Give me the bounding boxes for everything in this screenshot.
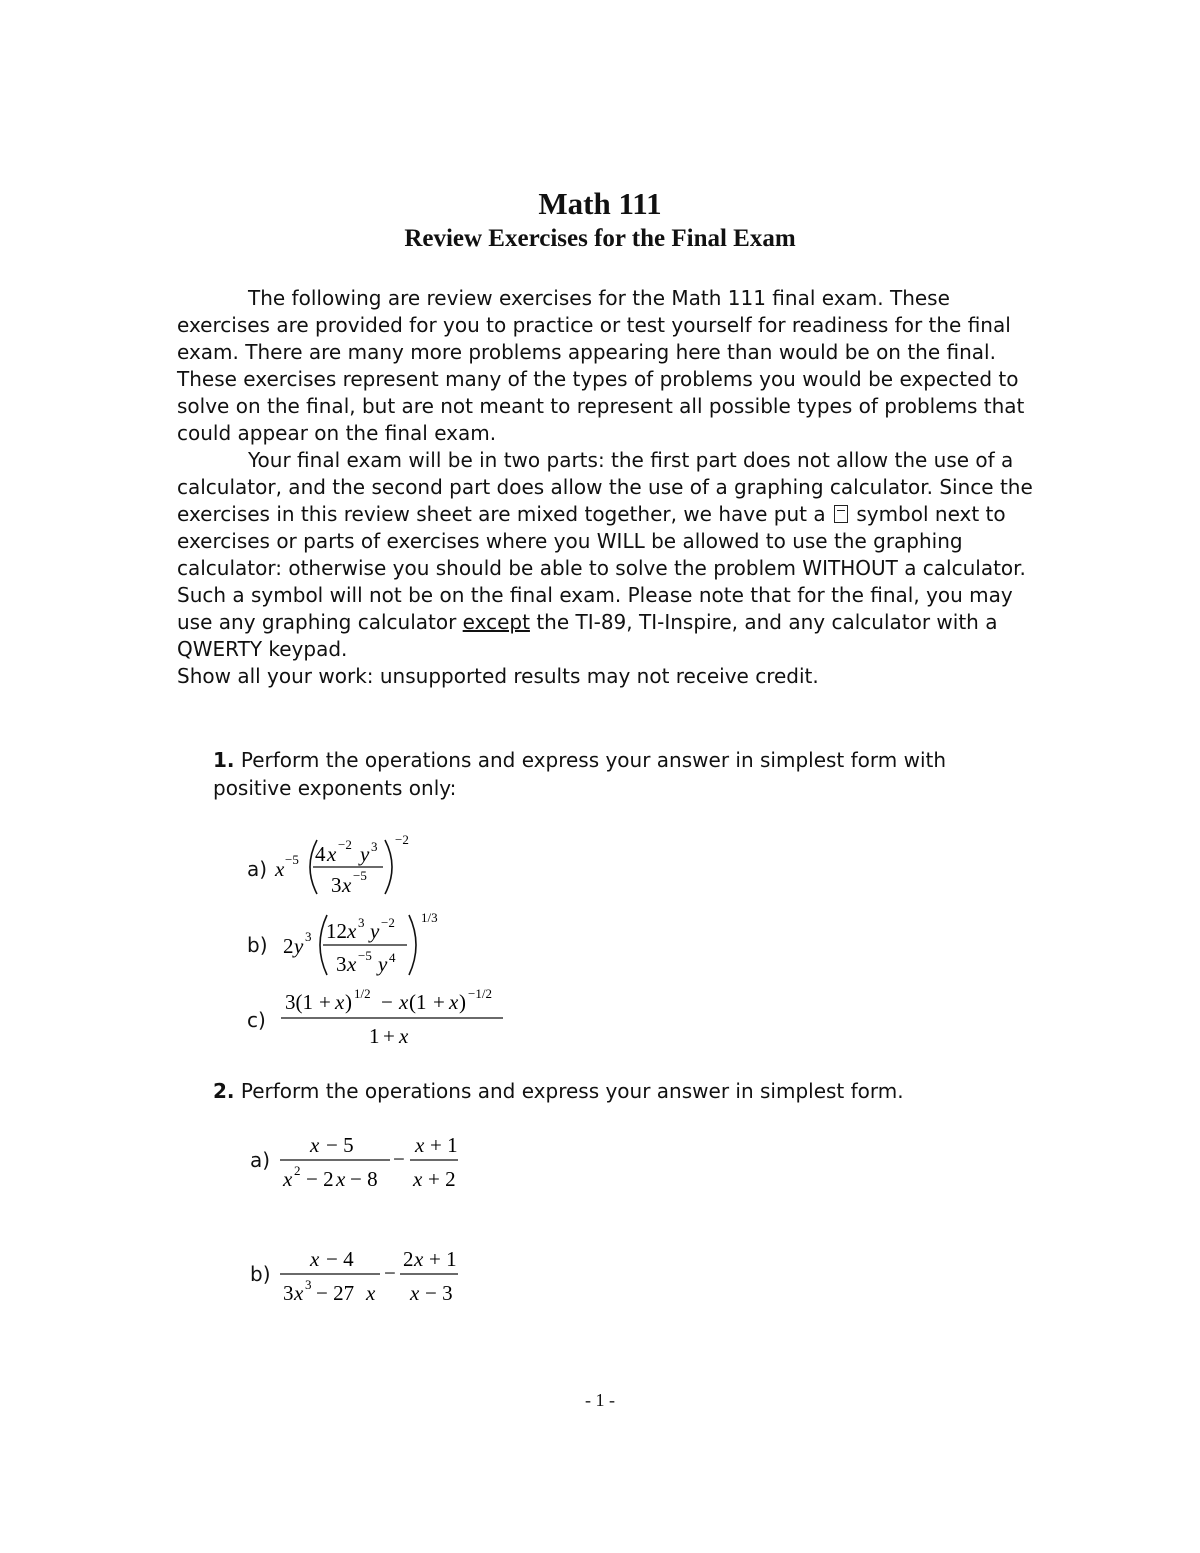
part-label: c) [247,1008,266,1032]
term: y [378,952,388,976]
problem-2a [250,1130,480,1195]
term: 12 [326,919,347,943]
intro-p2-middle: symbol next to exercises or parts of exercises where you WILL be allowed to use the graphing calculator: otherwise you should be able to solve the problem WITHOUT a calculator. Such a symbol will not be on the final exam. Please note that for the final, you may use any graphing calculator [177,502,1026,634]
term: (1 [409,990,427,1014]
term: + 1 [430,1133,458,1157]
exponent: −2 [395,832,409,847]
intro-paragraph-1: The following are review exercises for the Math 111 final exam. These exercises are provided for you to practice or test yourself for readiness for the final exam. There are many more problems appearing here than would be on the final. These exercises represent many of the types of problems you would be expected to solve on the final, but are not meant to represent all possible types of problems that could appear on the final exam. [177,286,1025,445]
term: 1 [369,1024,380,1048]
term: + 1 [429,1247,457,1271]
problem-2a-expression [250,1130,480,1195]
term: x [449,990,459,1014]
term: 4 [315,842,326,866]
part-label: a) [247,857,268,881]
problem-1b [247,905,467,980]
exponent: −2 [338,837,352,852]
term: − 3 [425,1281,453,1305]
term: − 4 [326,1247,354,1271]
exponent: −5 [353,868,367,883]
term: x [414,1247,424,1271]
problem-1-number: 1. [213,748,235,772]
problem-1-statement [213,746,1013,802]
problem-1c-expression [247,985,517,1050]
term: 2 [283,934,294,958]
term: + 2 [428,1167,456,1191]
page-number: - 1 - [585,1390,615,1410]
term: x [347,919,357,943]
problem-1a [247,830,447,900]
exponent: −1/2 [468,986,492,1001]
minus-sign: − [384,1261,396,1285]
intro-paragraph-2 [177,447,1037,663]
term: x [399,990,409,1014]
exponent: 3 [358,915,365,930]
page-title: Math 111 [538,186,662,221]
term: x [335,990,345,1014]
problem-2b-expression [250,1244,480,1309]
term: x [342,873,352,897]
exponent: 3 [371,839,378,854]
exponent: 2 [294,1163,301,1178]
term: + [319,990,331,1014]
exponent: 4 [389,950,396,965]
term: x [336,1167,346,1191]
calculator-icon [834,505,848,523]
problem-1b-expression [247,905,467,980]
term: 3(1 [285,990,313,1014]
intro-section [177,285,1037,690]
exponent: 3 [305,1277,312,1292]
term: x [327,842,337,866]
part-label: a) [250,1148,271,1172]
problem-2-statement [213,1077,1013,1105]
exponent: −5 [285,852,299,867]
problem-2-number: 2. [213,1079,235,1103]
term: − 8 [350,1167,378,1191]
exponent: 1/3 [421,910,438,925]
minus-sign: − [393,1147,405,1171]
term: 3 [331,873,342,897]
right-paren [409,915,416,975]
term: x [415,1133,425,1157]
problem-1c [247,985,517,1050]
problem-2b [250,1244,480,1309]
term: x [275,857,285,881]
term: ) [459,990,466,1014]
term: x [399,1024,409,1048]
term: x [413,1167,423,1191]
intro-p2-end: the TI-89, TI-Inspire, and any calculator with a QWERTY keypad. [177,610,998,661]
term: − 2 [306,1167,334,1191]
term: x [347,952,357,976]
term: 3 [283,1281,294,1305]
term: + [383,1024,395,1048]
exponent: 1/2 [354,986,371,1001]
problem-1a-expression [247,830,447,900]
intro-paragraph-3: Show all your work: unsupported results may not receive credit. [177,664,819,688]
part-label: b) [250,1262,271,1286]
right-paren [385,840,392,894]
term: x [366,1281,376,1305]
term: + [433,990,445,1014]
problem-1-text: Perform the operations and express your answer in simplest form with positive exponents only: [213,748,947,800]
term: 2 [403,1247,414,1271]
term: x [310,1133,320,1157]
term: − 27 [316,1281,355,1305]
term: − 5 [326,1133,354,1157]
term: y [294,934,304,958]
part-label: b) [247,933,268,957]
term: y [360,842,370,866]
term: 3 [336,952,347,976]
exponent: 3 [305,929,312,944]
term: ) [345,990,352,1014]
exponent: −2 [381,915,395,930]
term: x [310,1247,320,1271]
term: x [410,1281,420,1305]
exponent: −5 [358,948,372,963]
term: − [381,990,393,1014]
intro-p2-start: Your final exam will be in two parts: the first part does not allow the use of a calculator, and the second part does allow the use of a graphing calculator. Since the exercises in this review sheet are mixed together, we have put a [177,448,1033,526]
problem-2-text: Perform the operations and express your answer in simplest form. [240,1079,904,1103]
except-word: except [462,610,530,634]
term: x [283,1167,293,1191]
term: x [294,1281,304,1305]
term: y [370,919,380,943]
page-subtitle: Review Exercises for the Final Exam [404,225,796,252]
